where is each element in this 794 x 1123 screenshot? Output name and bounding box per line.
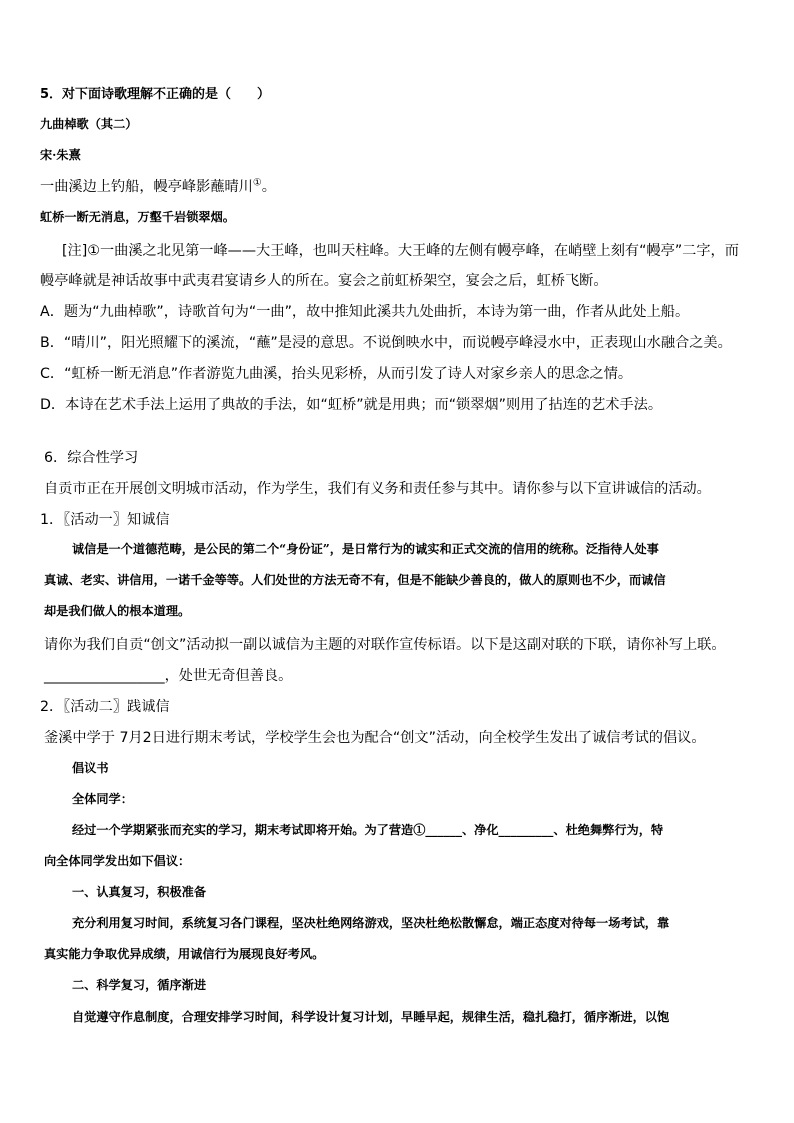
option-a: A．题为“九曲棹歌”，诗歌首句为“一曲”，故中推知此溪共九处曲折，本诗为第一曲，作者从此处上船。 [40,304,690,320]
poem-note-line-2: 幔亭峰就是神话故事中武夷君宴请乡人的所在。宴会之前虹桥架空，宴会之后，虹桥飞断。 [40,273,608,289]
poem-line-1-end: 。 [261,179,276,195]
option-b: B．“晴川”，阳光照耀下的溪流，“蘸”是浸的意思。不说倒映水中，而说幔亭峰浸水中，正表现山水融合之美。 [40,335,732,351]
note-marker: ① [252,177,262,189]
poem-title: 九曲棹歌（其二） [40,117,138,131]
poem-author: 宋·朱熹 [40,148,81,162]
activity-1-task: 请你为我们自贡“创文”活动拟一副以诚信为主题的对联作宣传标语。以下是这副对联的下联，请你补写上联。 [44,637,726,653]
letter-paragraph-1b: 向全体同学发出如下倡议： [44,854,191,868]
question-6-stem: 6．综合性学习 [44,450,139,466]
question-5-stem: 5．对下面诗歌理解不正确的是（ ） [40,87,271,102]
activity-2-intro: 釜溪中学于 7月2日进行期末考试，学校学生会也为配合“创文”活动，向全校学生发出了诚信考试的倡议。 [44,730,706,746]
letter-greeting: 全体同学： [72,792,133,806]
letter-paragraph-1a: 经过一个学期紧张而充实的学习，期末考试即将开始。为了营造①______、净化_________、杜绝舞弊行为，特 [72,823,664,837]
letter-heading-1-text-a: 充分利用复习时间，系统复习各门课程，坚决杜绝网络游戏，坚决杜绝松散懈怠，端正态度对待每一场考试，靠 [72,916,670,930]
activity-1-paragraph-2: 真诚、老实、讲信用，一诺千金等等。人们处世的方法无奇不有，但是不能缺少善良的，做人的原则也不少，而诚信 [44,573,666,587]
activity-1-paragraph-3: 却是我们做人的根本道理。 [44,604,191,618]
couplet-blank: _________________，处世无奇但善良。 [44,668,293,684]
activity-1-paragraph-1: 诚信是一个道德范畴，是公民的第二个“身份证”，是日常行为的诚实和正式交流的信用的统称。泛指待人处事 [72,542,659,556]
poem-note-line-1: [注]①一曲溪之北见第一峰——大王峰，也叫天柱峰。大王峰的左侧有幔亭峰，在峭壁上刻有“幔亭”二字，而 [62,243,739,259]
letter-heading-1: 一、认真复习，积极准备 [72,885,207,899]
letter-heading-2-text-a: 自觉遵守作息制度，合理安排学习时间，科学设计复习计划，早睡早起，规律生活，稳扎稳打，循序渐进，以饱 [72,1010,670,1024]
poem-line-1-text: 一曲溪边上钓船，幔亭峰影蘸晴川 [40,179,253,195]
letter-heading-1-text-b: 真实能力争取优异成绩，用诚信行为展现良好考风。 [44,947,325,961]
letter-heading-2: 二、科学复习，循序渐进 [72,978,207,992]
option-c: C．“虹桥一断无消息”作者游览九曲溪，抬头见彩桥，从而引发了诗人对家乡亲人的思念之情。 [40,366,633,382]
poem-line-1 [40,176,276,196]
poem-line-2: 虹桥一断无消息，万壑千岩锁翠烟。 [40,210,235,224]
option-d: D．本诗在艺术手法上运用了典故的手法，如“虹桥”就是用典；而“锁翠烟”则用了拈连的艺术手法。 [40,397,663,413]
letter-title: 倡议书 [72,761,109,775]
question-6-intro: 自贡市正在开展创文明城市活动，作为学生，我们有义务和责任参与其中。请你参与以下宣讲诚信的活动。 [44,481,711,497]
activity-2-title: 2．〖活动二〗践诚信 [40,699,170,715]
activity-1-title: 1．〖活动一〗知诚信 [40,512,170,528]
